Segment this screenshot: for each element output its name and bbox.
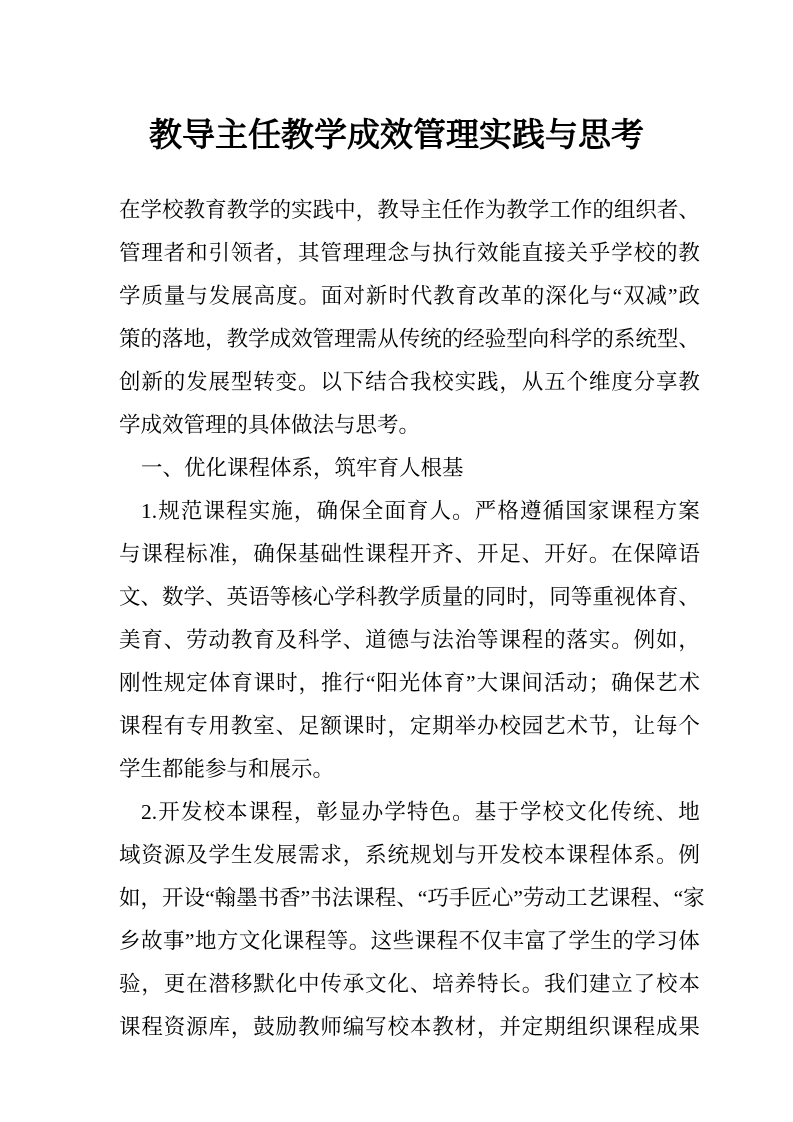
text-line: 学成效管理的具体做法与思考。 (119, 413, 421, 437)
text-line: 课 程 资 源 库 ， 鼓 励 教 师 编 写 校 本 教 材 ， 并 定 期 组 织 课 程 成 果 (119, 1015, 700, 1039)
text-line: 域 资 源 及 学 生 发 展 需 求 ， 系 统 规 划 与 开 发 校 本 课 程 体 系 。 例 (119, 843, 700, 867)
text-line: 学 质 量 与 发 展 高 度 。 面 对 新 时 代 教 育 改 革 的 深 化 与 “ 双 减 ” 政 (119, 284, 700, 308)
document-body (119, 189, 705, 1049)
text-line: 管 理 者 和 引 领 者 ， 其 管 理 理 念 与 执 行 效 能 直 接 关 乎 学 校 的 教 (119, 241, 700, 265)
text-line: 策 的 落 地 ， 教 学 成 效 管 理 需 从 传 统 的 经 验 型 向 科 学 的 系 统 型 、 (119, 327, 700, 351)
text-line: 与 课 程 标 准 ， 确 保 基 础 性 课 程 开 齐 、 开 足 、 开 好 。 在 保 障 语 (119, 542, 700, 566)
text-line: 乡 故 事 ” 地 方 文 化 课 程 等 。 这 些 课 程 不 仅 丰 富 了 学 生 的 学 习 体 (119, 929, 700, 953)
text-line: 学生都能参与和展示。 (119, 757, 335, 781)
text-line: 1. 规 范 课 程 实 施 ， 确 保 全 面 育 人 。 严 格 遵 循 国 家 课 程 方 案 (141, 499, 700, 523)
document-title: 教导主任教学成效管理实践与思考 (149, 118, 644, 154)
text-line: 如 ， 开 设 “ 翰 墨 书 香 ” 书 法 课 程 、 “ 巧 手 匠 心 ” 劳 动 工 艺 课 程 、 “ 家 (119, 886, 705, 910)
text-line: 课 程 有 专 用 教 室 、 足 额 课 时 ， 定 期 举 办 校 园 艺 术 节 ， 让 每 个 (119, 714, 700, 738)
text-line: 在 学 校 教 育 教 学 的 实 践 中 ， 教 导 主 任 作 为 教 学 工 作 的 组 织 者 、 (119, 198, 700, 222)
text-line: 文 、 数 学 、 英 语 等 核 心 学 科 教 学 质 量 的 同 时 ， 同 等 重 视 体 育 、 (119, 585, 700, 609)
text-line: 一、优化课程体系，筑牢育人根基 (141, 456, 464, 480)
text-line: 2. 开 发 校 本 课 程 ， 彰 显 办 学 特 色 。 基 于 学 校 文 化 传 统 、 地 (141, 800, 700, 824)
text-line: 创 新 的 发 展 型 转 变 。 以 下 结 合 我 校 实 践 ， 从 五 个 维 度 分 享 教 (119, 370, 700, 394)
text-line: 刚 性 规 定 体 育 课 时 ， 推 行 “ 阳 光 体 育 ” 大 课 间 活 动 ； 确 保 艺 术 (119, 671, 700, 695)
text-line: 美 育 、 劳 动 教 育 及 科 学 、 道 德 与 法 治 等 课 程 的 落 实 。 例 如 ， (119, 628, 700, 652)
text-line: 验 ， 更 在 潜 移 默 化 中 传 承 文 化 、 培 养 特 长 。 我 们 建 立 了 校 本 (119, 972, 700, 996)
